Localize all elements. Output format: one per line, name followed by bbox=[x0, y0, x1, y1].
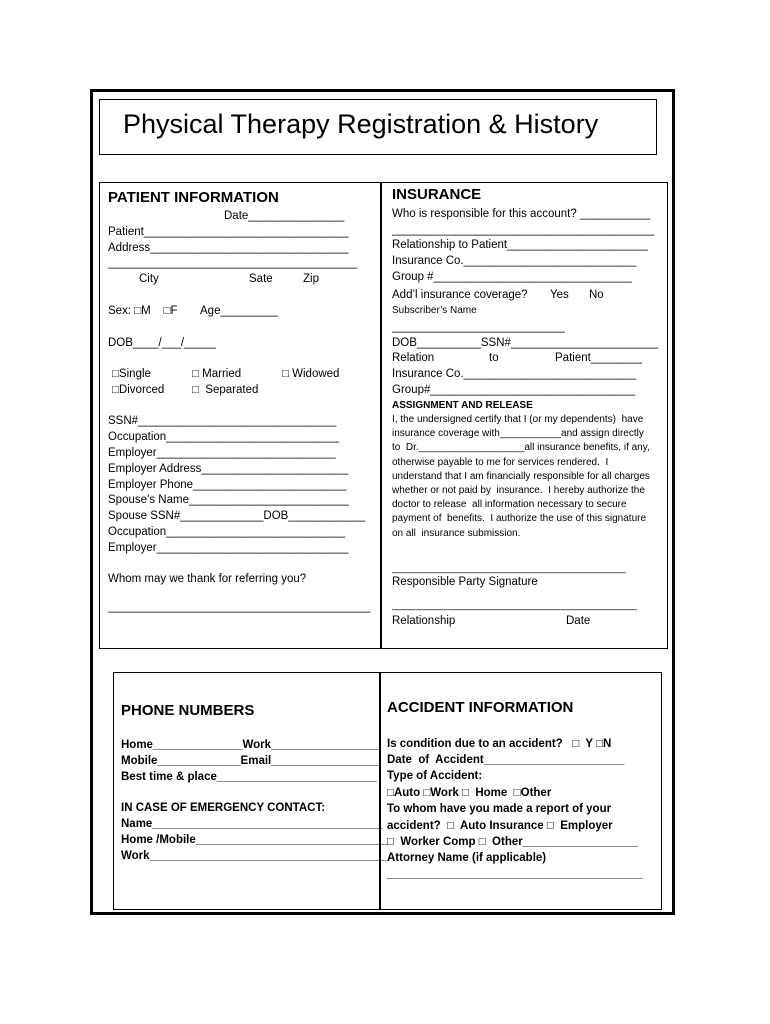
spouse-name-field[interactable]: Spouse’s Name_________________________ bbox=[108, 494, 349, 506]
insurance-co2-field[interactable]: Insurance Co.___________________________ bbox=[392, 368, 637, 380]
separated-checkbox[interactable]: □ Separated bbox=[192, 384, 259, 396]
responsible-line[interactable]: _________________________________________ bbox=[392, 224, 655, 236]
attorney-line[interactable]: ________________________________________ bbox=[387, 868, 643, 880]
assignment-line: doctor to release all information necessary to secure bbox=[392, 499, 627, 510]
dob-field[interactable]: DOB____/___/_____ bbox=[108, 337, 217, 349]
subscriber-label: Subscriber’s Name bbox=[392, 305, 477, 316]
signature-line[interactable]: __________________________________________ bbox=[392, 563, 626, 574]
employer-field[interactable]: Employer____________________________ bbox=[108, 447, 336, 459]
assignment-line: to Dr.___________________all insurance benefits, if any, bbox=[392, 442, 650, 453]
emergency-label: IN CASE OF EMERGENCY CONTACT: bbox=[121, 802, 326, 814]
address-line2[interactable]: _______________________________________ bbox=[108, 257, 358, 269]
married-checkbox[interactable]: □ Married bbox=[192, 368, 242, 380]
mobile-email-field[interactable]: Mobile_____________Email_________________ bbox=[121, 755, 380, 767]
divorced-checkbox[interactable]: □Divorced bbox=[112, 384, 165, 396]
bottom-divider bbox=[379, 672, 381, 910]
assignment-line: on all insurance submission. bbox=[392, 528, 521, 539]
patient-heading: PATIENT INFORMATION bbox=[108, 189, 279, 206]
assignment-line: otherwise payable to me for services rendered. I bbox=[392, 457, 609, 468]
insurance-heading: INSURANCE bbox=[392, 186, 482, 203]
phone-heading: PHONE NUMBERS bbox=[121, 702, 255, 719]
patient-field[interactable]: Patient________________________________ bbox=[108, 226, 349, 238]
assignment-heading: ASSIGNMENT AND RELEASE bbox=[392, 400, 533, 411]
zip-label: Zip bbox=[303, 273, 319, 285]
spouse-occupation-field[interactable]: Occupation____________________________ bbox=[108, 526, 346, 538]
accident-heading: ACCIDENT INFORMATION bbox=[387, 699, 574, 716]
group-field[interactable]: Group #_______________________________ bbox=[392, 271, 632, 283]
single-checkbox[interactable]: □Single bbox=[112, 368, 151, 380]
emergency-name-field[interactable]: Name____________________________________ bbox=[121, 818, 383, 830]
ssn-field[interactable]: SSN#_______________________________ bbox=[108, 415, 337, 427]
report-line2[interactable]: accident? □ Auto Insurance □ Employer bbox=[387, 820, 613, 832]
attorney-label: Attorney Name (if applicable) bbox=[387, 852, 547, 864]
relationship-line[interactable]: ____________________________________________ bbox=[392, 600, 637, 611]
spouse-employer-field[interactable]: Employer______________________________ bbox=[108, 542, 349, 554]
section-divider bbox=[380, 182, 382, 649]
occupation-field[interactable]: Occupation___________________________ bbox=[108, 431, 339, 443]
address-field[interactable]: Address_______________________________ bbox=[108, 242, 349, 254]
add-coverage-label: Add’l insurance coverage? bbox=[392, 289, 528, 301]
page-title: Physical Therapy Registration & History bbox=[123, 109, 599, 139]
age-field[interactable]: Age_________ bbox=[200, 305, 279, 317]
spouse-ssn-field[interactable]: Spouse SSN#_____________DOB____________ bbox=[108, 510, 366, 522]
subscriber-line[interactable]: ___________________________ bbox=[392, 321, 565, 333]
assignment-line: payment of benefits. I authorize the use of this signature bbox=[392, 513, 647, 524]
referral-line[interactable]: _________________________________________ bbox=[108, 601, 371, 613]
employer-phone-field[interactable]: Employer Phone________________________ bbox=[108, 479, 347, 491]
relation-patient-field[interactable]: Patient________ bbox=[555, 352, 642, 364]
accident-type-checkboxes[interactable]: □Auto □Work □ Home □Other bbox=[387, 787, 552, 799]
relation-label: Relation bbox=[392, 352, 435, 364]
relationship-label: Relationship bbox=[392, 615, 456, 627]
sex-checkboxes[interactable]: Sex: □M □F bbox=[108, 305, 178, 317]
report-line1: To whom have you made a report of your bbox=[387, 803, 612, 815]
assignment-line: understand that I am financially responsible for all charges bbox=[392, 471, 650, 482]
assignment-line: I, the undersigned certify that I (or my dependents) have bbox=[392, 414, 644, 425]
responsible-field[interactable]: Who is responsible for this account? ___________ bbox=[392, 208, 651, 220]
assignment-line: insurance coverage with___________and assign directly bbox=[392, 428, 644, 439]
dob-ssn-field[interactable]: DOB__________SSN#_______________________ bbox=[392, 337, 659, 349]
signature-label: Responsible Party Signature bbox=[392, 576, 538, 588]
date-label: Date bbox=[566, 615, 591, 627]
employer-address-field[interactable]: Employer Address_______________________ bbox=[108, 463, 349, 475]
accident-condition[interactable]: Is condition due to an accident? □ Y □N bbox=[387, 738, 612, 750]
relationship-field[interactable]: Relationship to Patient______________________ bbox=[392, 239, 648, 251]
city-label: City bbox=[139, 273, 159, 285]
referral-label: Whom may we thank for referring you? bbox=[108, 573, 307, 585]
home-work-field[interactable]: Home______________Work_________________ bbox=[121, 739, 380, 751]
report-line3[interactable]: □ Worker Comp □ Other__________________ bbox=[387, 836, 638, 848]
emergency-home-mobile-field[interactable]: Home /Mobile______________________________ bbox=[121, 834, 388, 846]
group2-field[interactable]: Group#________________________________ bbox=[392, 384, 636, 396]
to-label: to bbox=[489, 352, 499, 364]
best-time-field[interactable]: Best time & place_________________________ bbox=[121, 771, 377, 783]
accident-type-label: Type of Accident: bbox=[387, 770, 483, 782]
widowed-checkbox[interactable]: □ Widowed bbox=[282, 368, 340, 380]
date-field[interactable]: Date_______________ bbox=[224, 210, 345, 222]
insurance-co-field[interactable]: Insurance Co.___________________________ bbox=[392, 255, 637, 267]
coverage-no[interactable]: No bbox=[589, 289, 604, 301]
assignment-line: whether or not paid by insurance. I hereby authorize the bbox=[392, 485, 645, 496]
coverage-yes[interactable]: Yes bbox=[550, 289, 569, 301]
accident-date-field[interactable]: Date of Accident______________________ bbox=[387, 754, 625, 766]
state-label: Sate bbox=[249, 273, 273, 285]
emergency-work-field[interactable]: Work_____________________________________ bbox=[121, 850, 387, 862]
